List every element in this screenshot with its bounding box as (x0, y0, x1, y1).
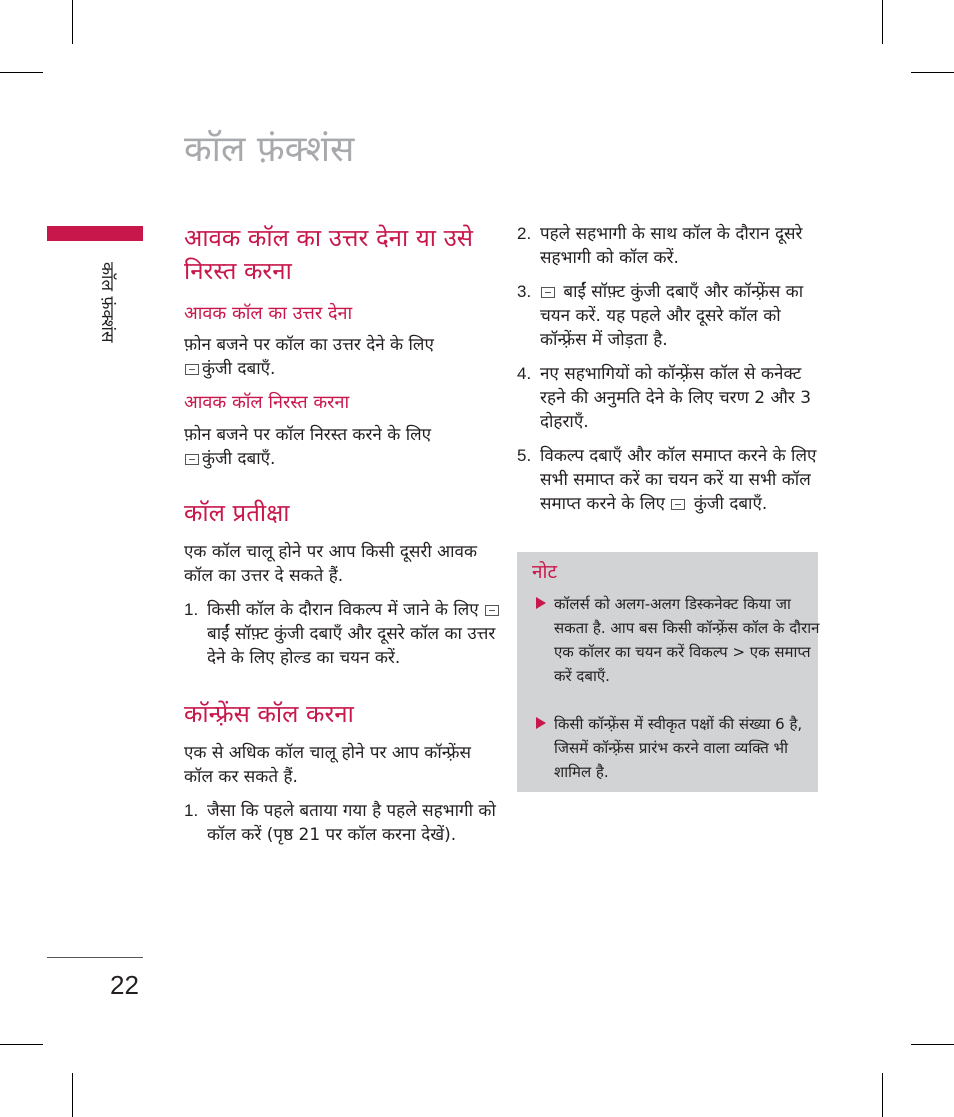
softkey-left-icon (185, 364, 199, 375)
section-heading-answer-reject: आवक कॉल का उत्तर देना या उसे निरस्त करना (184, 224, 473, 285)
note-item-text: कॉलर्स को अलग-अलग डिस्कनेक्ट किया जा सकता है. आप बस किसी कॉन्फ़्रेंस कॉल के दौरान एक कॉलर का चयन करें विकल्प > एक समाप्त करें दबाएँ. (554, 595, 820, 685)
step-number: 1. (184, 801, 199, 820)
step-text: पहले सहभागी के साथ कॉल के दौरान दूसरे सहभागी को कॉल करें. (540, 224, 803, 268)
crop-mark (882, 1073, 883, 1117)
softkey-left-icon (485, 605, 499, 616)
step-text: बाईं सॉफ़्ट कुंजी दबाएँ और कॉन्फ़्रेंस का चयन करें. यह पहले और दूसरे कॉल को कॉन्फ़्रेंस में जोड़ता है. (540, 282, 804, 350)
crop-mark (72, 1073, 73, 1117)
step-text: जैसा कि पहले बताया गया है पहले सहभागी को कॉल करें (पृष्ठ 21 पर कॉल करना देखें). (207, 801, 496, 845)
note-triangle-icon (536, 717, 546, 729)
list-item (517, 444, 822, 516)
call-waiting-steps (184, 598, 504, 670)
list-item (517, 280, 822, 352)
reject-text (184, 423, 504, 471)
reject-text-line1: फ़ोन बजने पर कॉल निरस्त करने के लिए (184, 425, 432, 445)
crop-mark (882, 0, 883, 44)
conference-intro: एक से अधिक कॉल चालू होने पर आप कॉन्फ़्रेंस कॉल कर सकते हैं. (184, 743, 471, 787)
step-text: विकल्प दबाएँ और कॉल समाप्त करने के लिए सभी समाप्त करें का चयन करें या सभी कॉल समाप्त करने के लिए (540, 446, 817, 514)
step-number: 4. (517, 364, 532, 383)
reject-text-line2: कुंजी दबाएँ. (202, 449, 276, 469)
crop-mark (911, 72, 954, 73)
softkey-left-icon (541, 287, 555, 298)
left-column (184, 222, 504, 847)
list-item (517, 362, 822, 434)
section-heading-conference: कॉन्फ़्रेंस कॉल करना (184, 700, 354, 728)
subheading-answer: आवक कॉल का उत्तर देना (184, 303, 353, 324)
list-item (184, 799, 504, 847)
step-text: किसी कॉल के दौरान विकल्प में जाने के लिए (207, 600, 479, 620)
subheading-reject: आवक कॉल निरस्त करना (184, 392, 350, 413)
note-item-text: किसी कॉन्फ़्रेंस में स्वीकृत पक्षों की संख्या 6 है, जिसमें कॉन्फ़्रेंस प्रारंभ करने वाला व्यक्ति भी शामिल है. (554, 715, 803, 781)
page-title: कॉल फ़ंक्शंस (184, 129, 355, 170)
footer-rule (47, 957, 143, 958)
list-item (517, 222, 822, 270)
note-triangle-icon (536, 597, 546, 609)
answer-text-line1: फ़ोन बजने पर कॉल का उत्तर देने के लिए (184, 335, 434, 355)
step-text: कुंजी दबाएँ. (693, 494, 768, 514)
note-item (536, 712, 822, 784)
list-item (184, 598, 504, 670)
right-column (517, 222, 822, 516)
crop-mark (0, 1044, 43, 1045)
crop-mark (911, 1044, 954, 1045)
step-number: 3. (517, 282, 532, 301)
step-text: नए सहभागियों को कॉन्फ़्रेंस कॉल से कनेक्ट रहने की अनुमति देने के लिए चरण 2 और 3 दोहराएँ. (540, 364, 812, 432)
section-heading-call-waiting: कॉल प्रतीक्षा (184, 499, 290, 527)
answer-text (184, 333, 504, 381)
conference-steps-continued (517, 222, 822, 516)
crop-mark (72, 0, 73, 44)
note-box (517, 552, 818, 792)
crop-mark (0, 72, 43, 73)
softkey-right-icon (671, 499, 685, 510)
softkey-right-icon (185, 454, 199, 465)
page-number: 22 (110, 970, 139, 1000)
answer-text-line2: कुंजी दबाएँ. (202, 359, 276, 379)
step-number: 2. (517, 224, 532, 243)
step-text: बाईं सॉफ़्ट कुंजी दबाएँ और दूसरे कॉल का उत्तर देने के लिए होल्ड का चयन करें. (207, 624, 496, 668)
note-title: नोट (532, 561, 558, 583)
note-item (536, 592, 822, 688)
conference-steps-start (184, 799, 504, 847)
step-number: 1. (184, 600, 199, 619)
step-number: 5. (517, 446, 532, 465)
side-section-label: कॉल फ़ंक्शंस (97, 262, 117, 343)
call-waiting-intro: एक कॉल चालू होने पर आप किसी दूसरी आवक कॉल का उत्तर दे सकते हैं. (184, 542, 478, 586)
section-tab-bar (47, 226, 143, 241)
